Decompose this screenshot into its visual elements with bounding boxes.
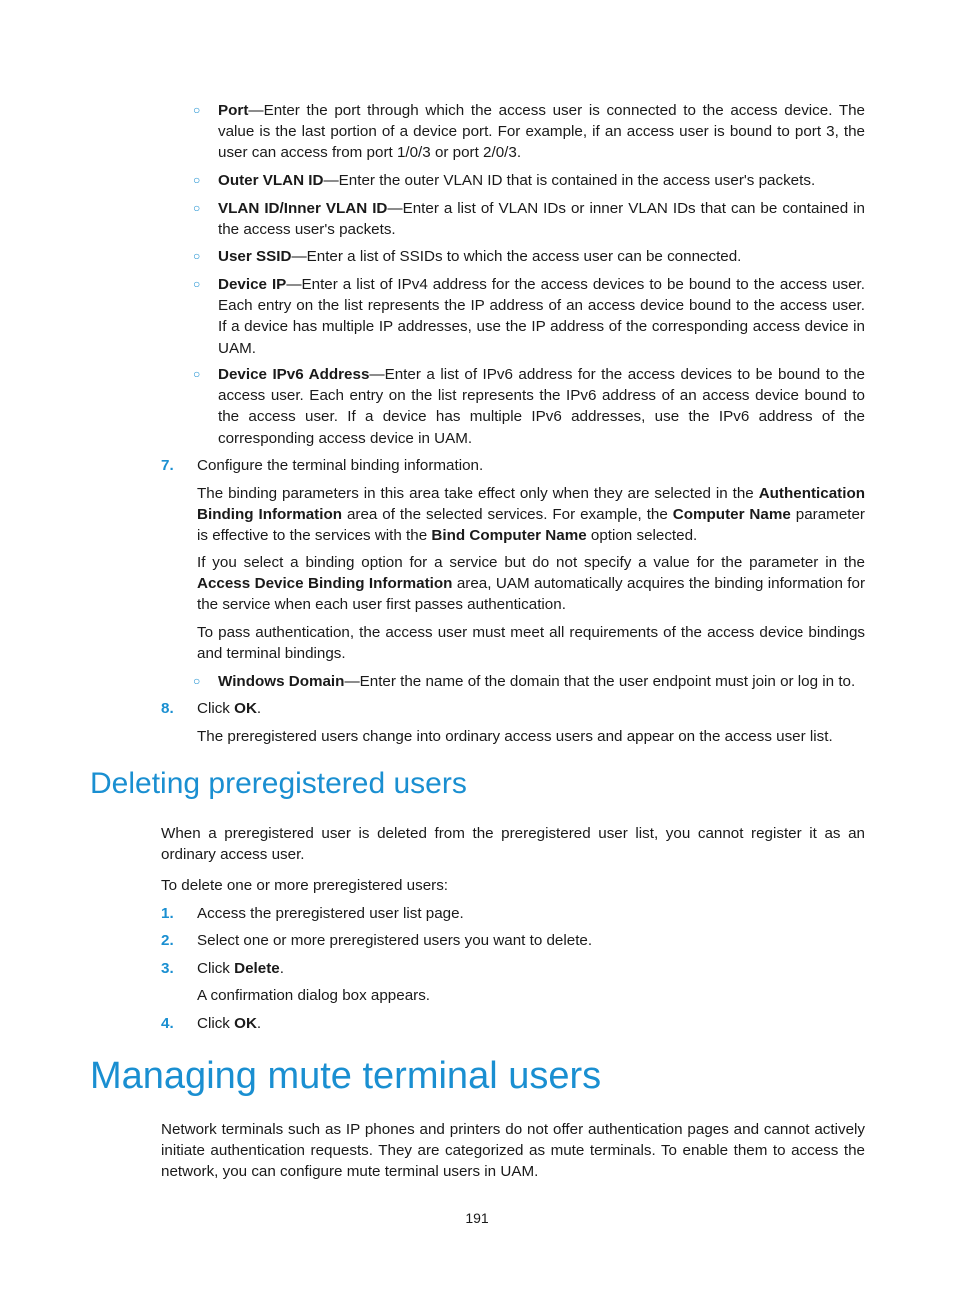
bullet-text: —Enter the port through which the access user is connected to the access device. The value is the last portion of a device port. For example, if an access user is bound to port 3, the user can access from port 1/0/3 or port 2/0/3. (218, 102, 865, 162)
bold-text: Computer Name (672, 506, 791, 524)
bullet-term: Device IP (218, 276, 287, 293)
text: parameter is effective to the services with the (197, 506, 865, 545)
bullet-term: Device IPv6 Address (218, 366, 370, 383)
bullet-term: Outer VLAN ID (218, 172, 324, 189)
step-number: 7. (161, 457, 174, 474)
step7-paragraph-2 (197, 552, 865, 616)
delete-lead: To delete one or more preregistered users: (161, 877, 449, 894)
bullet-term: VLAN ID/Inner VLAN ID (218, 200, 388, 217)
delete-step3-note: A confirmation dialog box appears. (197, 987, 431, 1004)
section-heading-delete: Deleting preregistered users (90, 767, 467, 800)
step8-note: The preregistered users change into ordinary access users and appear on the access user list. (197, 728, 833, 745)
bullet-text: —Enter a list of IPv6 address for the access devices to be bound to the access user. Each entry on the list represents the IPv6 address of an access device bound to the access user. If a device has multiple IPv6 addresses, use the IPv6 address of the corresponding access device in UAM. (218, 366, 865, 447)
bold-text: OK (234, 700, 257, 717)
step-number: 8. (161, 700, 174, 717)
bullet-circle-icon: ○ (193, 367, 201, 381)
step-number: 3. (161, 960, 174, 977)
bullet-circle-icon: ○ (193, 674, 201, 688)
bullet-text: —Enter a list of SSIDs to which the access user can be connected. (291, 248, 742, 265)
bold-text: OK (234, 1015, 257, 1032)
bullet-text: —Enter a list of VLAN IDs or inner VLAN IDs that can be contained in the access user's packets. (218, 200, 865, 239)
bullet-circle-icon: ○ (193, 103, 201, 117)
text: If you select a binding option for a service but do not specify a value for the parameter in the (197, 554, 865, 571)
text: . (279, 960, 284, 977)
page-number: 191 (465, 1210, 489, 1226)
text: . (256, 700, 262, 717)
step7-paragraph-1 (197, 483, 865, 547)
bullet-term: Windows Domain (218, 673, 345, 690)
text: Click (197, 700, 235, 717)
bold-text: Delete (234, 960, 280, 977)
bold-text: Bind Computer Name (431, 527, 587, 545)
bullet-text: —Enter the name of the domain that the user endpoint must join or log in to. (344, 673, 856, 690)
step-text: Select one or more preregistered users you want to delete. (197, 932, 593, 949)
bullet-text: —Enter the outer VLAN ID that is contained in the access user's packets. (323, 172, 816, 189)
section-heading-mute: Managing mute terminal users (90, 1055, 602, 1097)
step-text: Configure the terminal binding information. (197, 457, 484, 474)
mute-intro: Network terminals such as IP phones and printers do not offer authentication pages and cannot actively initiate authentication requests. They are categorized as mute terminals. To enable them to access the network, you can configure mute terminal users in UAM. (161, 1121, 865, 1181)
text: Click (197, 1015, 235, 1032)
text: Click (197, 960, 235, 977)
bullet-circle-icon: ○ (193, 277, 201, 291)
bold-text: Authentication Binding Information (197, 485, 865, 524)
step-number: 4. (161, 1015, 174, 1032)
bullet-term: User SSID (218, 248, 292, 265)
text: . (256, 1015, 262, 1032)
step-number: 1. (161, 905, 174, 922)
text: The binding parameters in this area take effect only when they are selected in the (197, 485, 759, 502)
bullet-circle-icon: ○ (193, 173, 201, 187)
text: area, UAM automatically acquires the binding information for the service when each user first passes authentication. (197, 575, 866, 614)
text: area of the selected services. For example, the (342, 506, 673, 524)
bullet-term: Port (218, 102, 249, 119)
bullet-text: —Enter a list of IPv4 address for the access devices to be bound to the access user. Each entry on the list represents the IP address of an access device bound to the access user. If a device has multiple IP addresses, use the IP address of the corresponding access device in UAM. (218, 276, 865, 357)
delete-intro: When a preregistered user is deleted from the preregistered user list, you cannot register it as an ordinary access user. (161, 825, 865, 864)
text: option selected. (586, 527, 698, 545)
step7-paragraph-3: To pass authentication, the access user must meet all requirements of the access device bindings and terminal bindings. (197, 624, 865, 663)
bullet-circle-icon: ○ (193, 249, 201, 263)
step-number: 2. (161, 932, 174, 949)
bullet-circle-icon: ○ (193, 201, 201, 215)
bold-text: Access Device Binding Information (197, 575, 453, 593)
step-text: Access the preregistered user list page. (197, 905, 464, 922)
